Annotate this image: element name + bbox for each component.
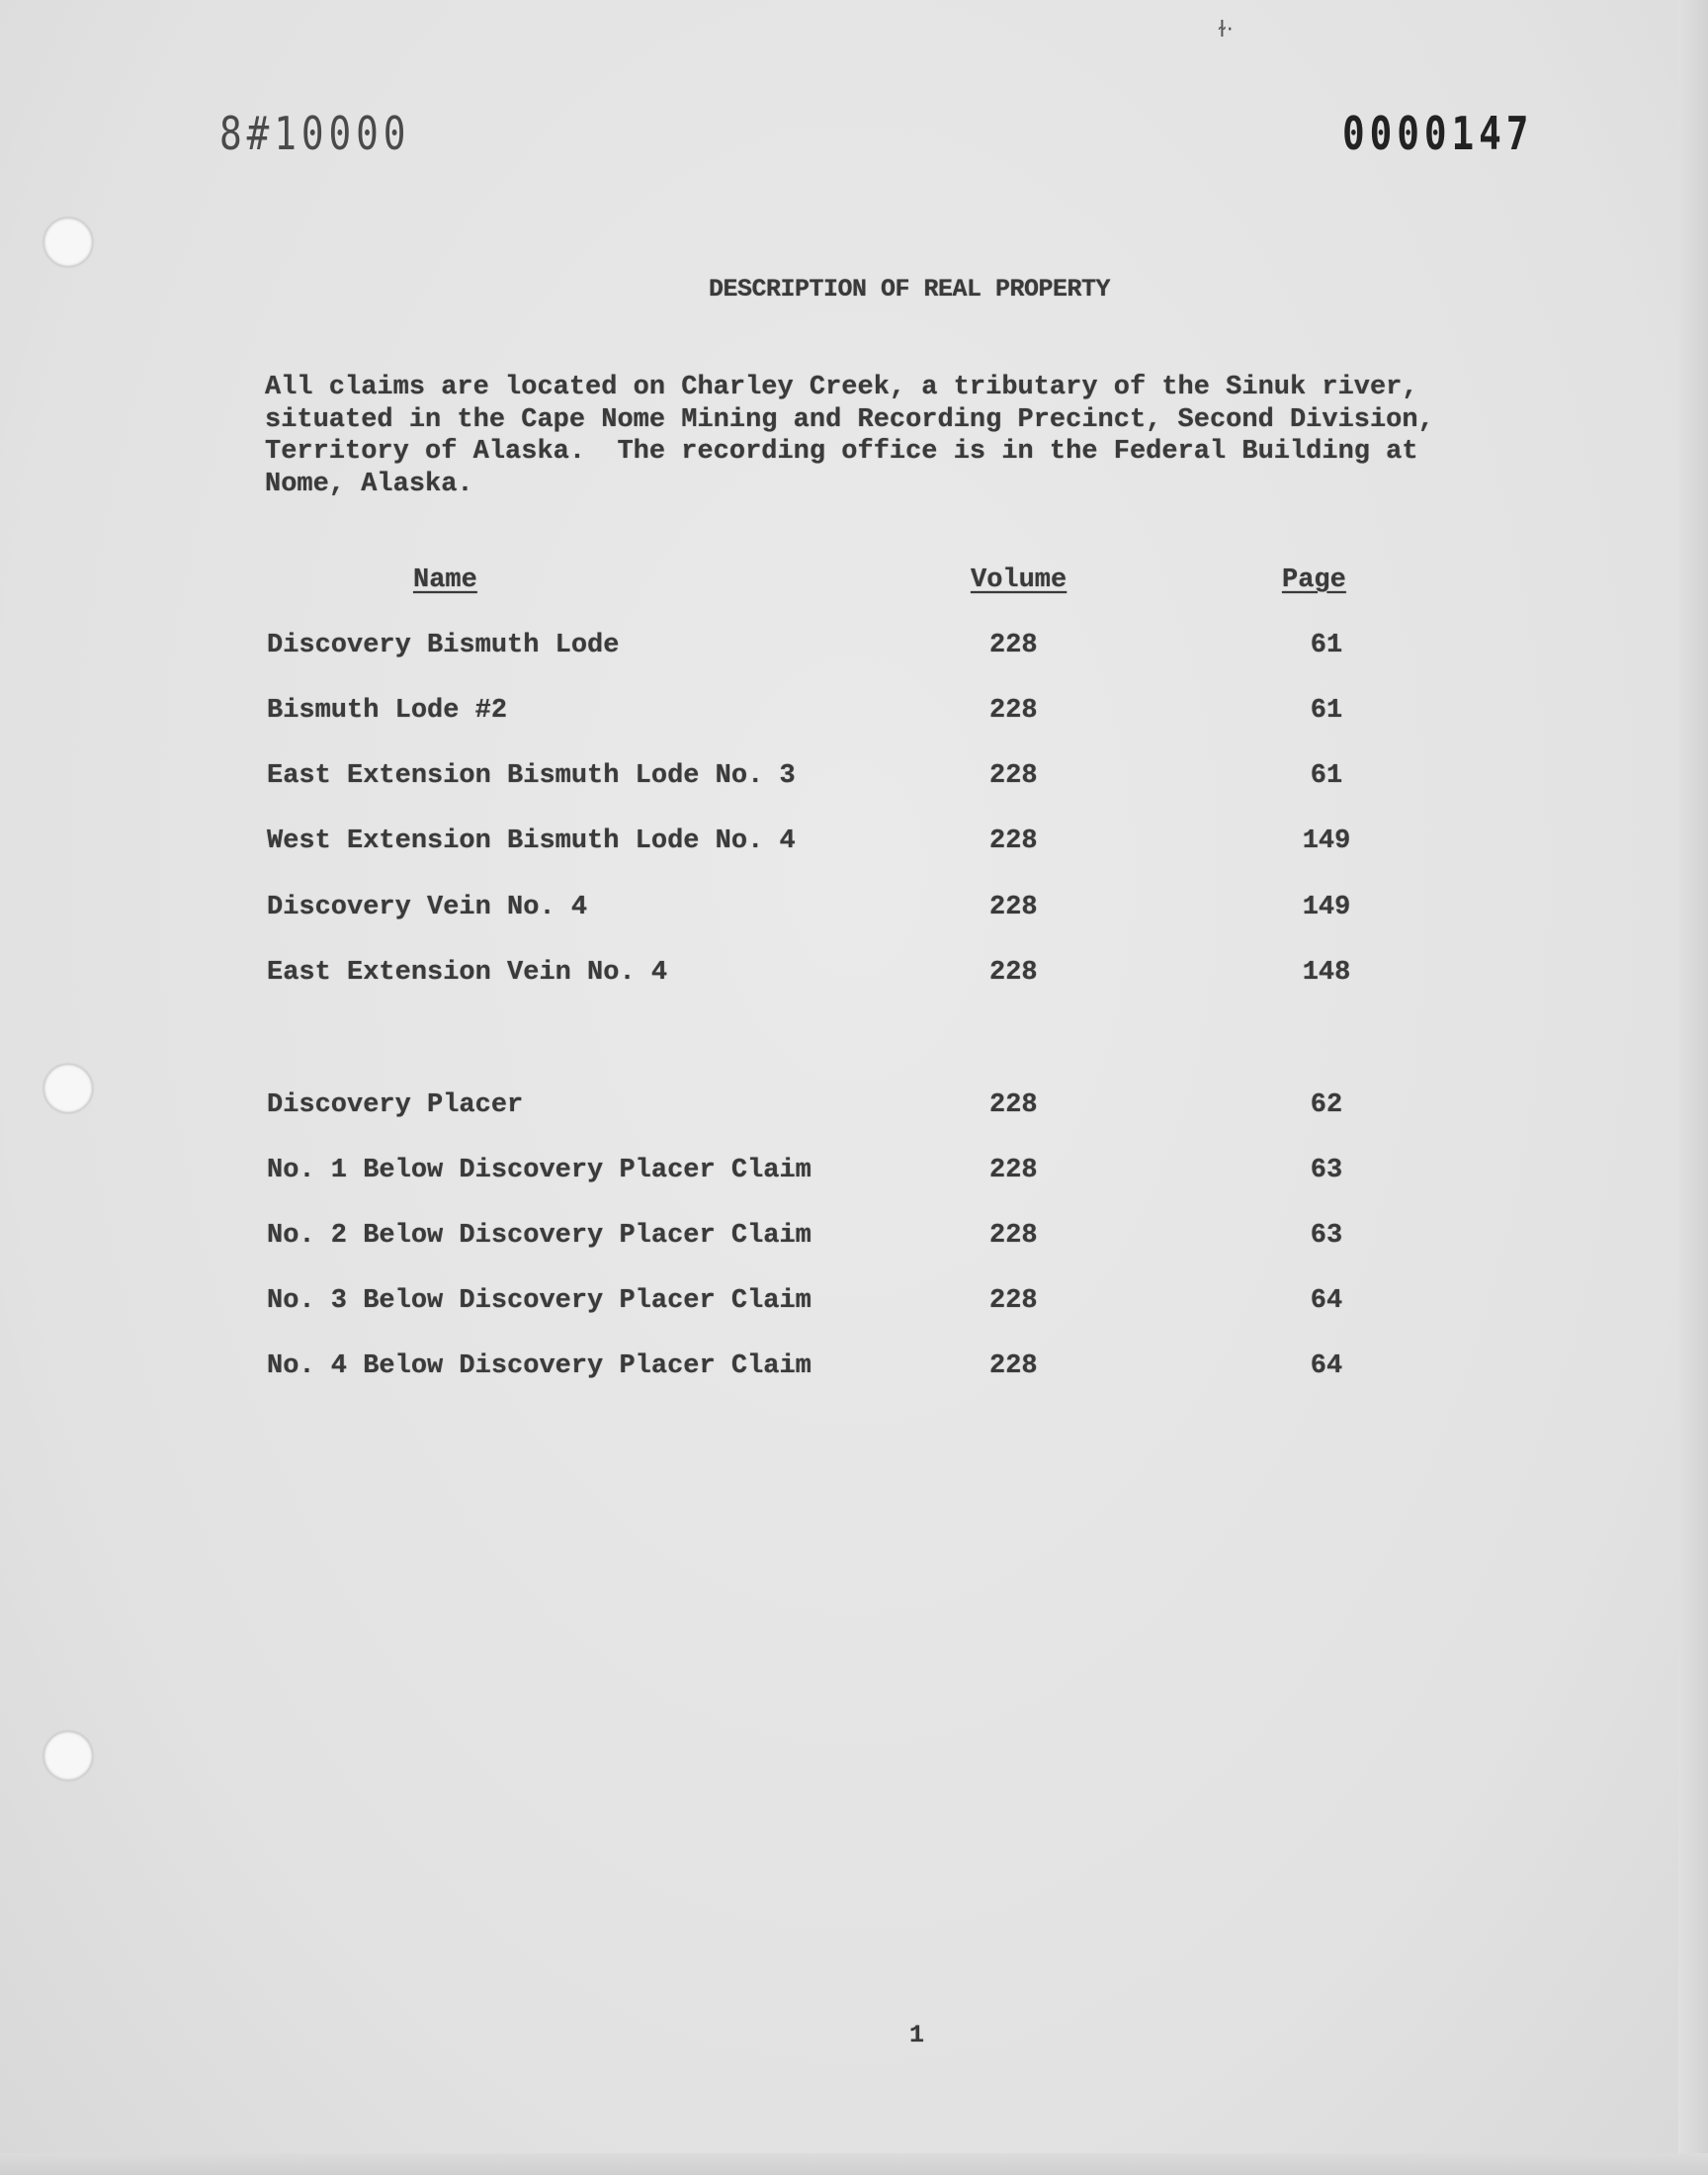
claim-volume: 228: [989, 1351, 1038, 1381]
intro-line: Nome, Alaska.: [265, 469, 473, 499]
punch-hole-icon: [43, 1731, 93, 1781]
claim-name: No. 4 Below Discovery Placer Claim: [267, 1351, 811, 1381]
claim-volume: 228: [989, 893, 1038, 922]
table-row: [0, 761, 1708, 801]
page-edge-shadow: [1678, 0, 1708, 2175]
claim-page: 64: [1310, 1351, 1343, 1381]
page-number: 1: [909, 2021, 925, 2049]
table-row: [0, 1221, 1708, 1261]
claim-name: No. 2 Below Discovery Placer Claim: [267, 1221, 811, 1251]
claim-volume: 228: [989, 1156, 1038, 1185]
claim-page: 61: [1310, 761, 1343, 791]
claim-name: Discovery Placer: [267, 1090, 524, 1120]
table-row: [0, 631, 1708, 670]
claim-name: Discovery Bismuth Lode: [267, 631, 620, 660]
claim-page: 149: [1302, 893, 1351, 922]
claim-page: 64: [1310, 1286, 1343, 1316]
claim-name: East Extension Vein No. 4: [267, 958, 668, 988]
table-row: [0, 696, 1708, 736]
page-title: DESCRIPTION OF REAL PROPERTY: [708, 275, 1111, 304]
intro-paragraph: [265, 372, 1434, 500]
column-header-volume: Volume: [971, 566, 1068, 595]
claim-page: 61: [1310, 631, 1343, 660]
table-row: [0, 1351, 1708, 1391]
page-bottom-edge: [0, 2153, 1708, 2175]
claim-page: 63: [1310, 1156, 1343, 1185]
intro-line: situated in the Cape Nome Mining and Recording Precinct, Second Division,: [265, 404, 1434, 435]
claim-name: Bismuth Lode #2: [267, 696, 508, 726]
table-row: [0, 1286, 1708, 1326]
claim-name: West Extension Bismuth Lode No. 4: [267, 826, 796, 856]
claim-volume: 228: [989, 958, 1038, 988]
claim-name: Discovery Vein No. 4: [267, 893, 588, 922]
claim-volume: 228: [989, 761, 1038, 791]
claim-page: 149: [1302, 826, 1351, 856]
claim-volume: 228: [989, 826, 1038, 856]
claim-name: No. 1 Below Discovery Placer Claim: [267, 1156, 811, 1185]
intro-line: All claims are located on Charley Creek, a tributary of the Sinuk river,: [265, 373, 1418, 402]
claim-page: 62: [1310, 1090, 1343, 1120]
document-number-stamp-right: 0000147: [1342, 107, 1534, 160]
column-header-page: Page: [1282, 566, 1346, 595]
claim-volume: 228: [989, 696, 1038, 726]
claim-name: No. 3 Below Discovery Placer Claim: [267, 1286, 811, 1316]
claim-volume: 228: [989, 631, 1038, 660]
claim-volume: 228: [989, 1286, 1038, 1316]
table-row: [0, 958, 1708, 998]
claim-page: 61: [1310, 696, 1343, 726]
ink-speck-icon: ɫ·: [1218, 18, 1234, 43]
claim-name: East Extension Bismuth Lode No. 3: [267, 761, 796, 791]
claim-volume: 228: [989, 1090, 1038, 1120]
table-row: [0, 1090, 1708, 1130]
claim-volume: 228: [989, 1221, 1038, 1251]
claim-page: 63: [1310, 1221, 1343, 1251]
intro-line: Territory of Alaska. The recording office is in the Federal Building at: [265, 437, 1418, 467]
table-row: [0, 1156, 1708, 1195]
punch-hole-icon: [43, 218, 93, 267]
column-header-name: Name: [413, 566, 477, 595]
claim-page: 148: [1302, 958, 1351, 988]
table-row: [0, 826, 1708, 866]
document-number-stamp-left: 8#10000: [219, 107, 411, 160]
table-row: [0, 893, 1708, 932]
